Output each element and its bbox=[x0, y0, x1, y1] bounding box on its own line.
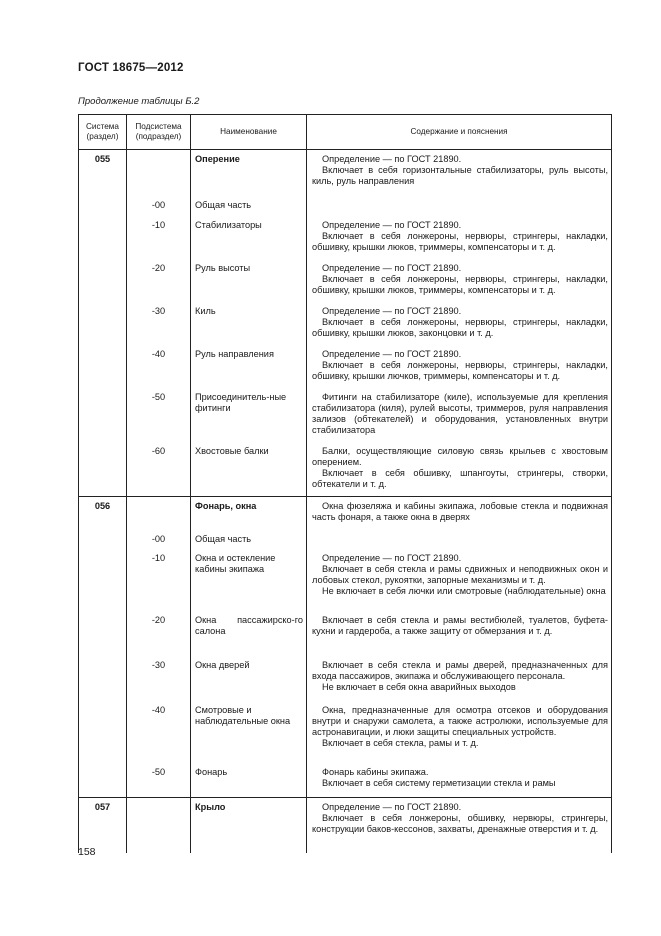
col-header-description: Содержание и пояснения bbox=[307, 115, 612, 150]
description-paragraph: Включает в себя лонжероны, нервюры, стрингеры, накладки, обшивку, крышки люков, триммеры, компенсаторы и т. д. bbox=[312, 230, 608, 252]
description-paragraph: Включает в себя стекла и рамы сдвижных и неподвижных окон и лобовых стекол, рукоятки, запорные механизмы и т. д. bbox=[312, 563, 608, 585]
item-description bbox=[307, 497, 612, 531]
description-paragraph: Балки, осуществляющие силовую связь крыльев с хвостовым оперением. bbox=[312, 445, 608, 467]
col-header-system: Система (раздел) bbox=[79, 115, 127, 150]
item-name: Стабилизаторы bbox=[191, 217, 307, 260]
system-code bbox=[79, 550, 127, 612]
table-row bbox=[79, 443, 612, 497]
system-code bbox=[79, 702, 127, 764]
table-row bbox=[79, 497, 612, 531]
description-paragraph: Фитинги на стабилизаторе (киле), используемые для крепления стабилизатора (киля), рулей высоты, триммеров, руля направления зализов (обтекателей) и оборудования, установленных внутри стабилизатора bbox=[312, 391, 608, 435]
description-paragraph: Включает в себя систему герметизации стекла и рамы bbox=[322, 777, 556, 788]
table-row bbox=[79, 798, 612, 853]
description-paragraph: Окна, предназначенные для осмотра отсеков и оборудования внутри и снаружи самолета, а также астролюки, используемые для астронавигации, и люки защиты специальных устройств. bbox=[312, 704, 608, 737]
table-row bbox=[79, 702, 612, 764]
item-name: Фонарь bbox=[191, 764, 307, 798]
table-continuation-caption: Продолжение таблицы Б.2 bbox=[78, 96, 200, 107]
subsystem-code: -60 bbox=[127, 443, 191, 497]
item-description bbox=[307, 531, 612, 550]
item-description bbox=[307, 260, 612, 303]
item-name: Смотровые и наблюдательные окна bbox=[191, 702, 307, 764]
system-code bbox=[79, 260, 127, 303]
subsystem-code: -40 bbox=[127, 702, 191, 764]
description-paragraph: Не включает в себя окна аварийных выходов bbox=[322, 681, 516, 692]
description-paragraph: Включает в себя стекла и рамы дверей, предназначенных для входа пассажиров, экипажа и обслуживающего персонала. bbox=[312, 659, 608, 681]
table-row bbox=[79, 197, 612, 217]
item-name: Окна и остекление кабины экипажа bbox=[191, 550, 307, 612]
subsystem-code: -10 bbox=[127, 217, 191, 260]
system-code bbox=[79, 612, 127, 657]
item-name: Руль направления bbox=[191, 346, 307, 389]
table-row bbox=[79, 303, 612, 346]
description-paragraph: Определение — по ГОСТ 21890. bbox=[322, 305, 462, 316]
item-name: Оперение bbox=[191, 150, 307, 197]
item-name: Крыло bbox=[191, 798, 307, 853]
description-paragraph: Определение — по ГОСТ 21890. bbox=[322, 219, 462, 230]
description-paragraph: Окна фюзеляжа и кабины экипажа, лобовые стекла и подвижная часть фонаря, а также окна в дверях bbox=[312, 501, 608, 522]
item-name: Окна дверей bbox=[191, 657, 307, 702]
table-row bbox=[79, 657, 612, 702]
description-paragraph: Включает в себя лонжероны, обшивку, нервюры, стрингеры, конструкции баков-кессонов, захваты, дренажные отверстия и т. д. bbox=[312, 813, 608, 834]
table-row bbox=[79, 389, 612, 443]
subsystem-code: -50 bbox=[127, 764, 191, 798]
system-code bbox=[79, 197, 127, 217]
description-paragraph: Не включает в себя лючки или смотровые (наблюдательные) окна bbox=[322, 585, 606, 596]
item-name: Общая часть bbox=[191, 531, 307, 550]
table-row bbox=[79, 612, 612, 657]
table-row bbox=[79, 217, 612, 260]
item-name: Общая часть bbox=[191, 197, 307, 217]
item-description bbox=[307, 389, 612, 443]
system-code bbox=[79, 764, 127, 798]
item-name: Фонарь, окна bbox=[191, 497, 307, 531]
item-description bbox=[307, 150, 612, 197]
description-paragraph: Включает в себя лонжероны, нервюры, стрингеры, накладки, обшивку, крышки люков, триммеры, компенсаторы и т. д. bbox=[312, 273, 608, 295]
item-name: Присоединитель-ные фитинги bbox=[191, 389, 307, 443]
item-description bbox=[307, 443, 612, 497]
subsystem-code: -00 bbox=[127, 531, 191, 550]
description-paragraph: Определение — по ГОСТ 21890. bbox=[322, 348, 462, 359]
description-paragraph: Определение — по ГОСТ 21890. bbox=[322, 154, 462, 164]
subsystem-code: -40 bbox=[127, 346, 191, 389]
system-code bbox=[79, 531, 127, 550]
description-paragraph: Включает в себя обшивку, шпангоуты, стрингеры, створки, обтекатели и т. д. bbox=[312, 467, 608, 489]
item-description bbox=[307, 657, 612, 702]
table-row bbox=[79, 531, 612, 550]
table-row bbox=[79, 346, 612, 389]
item-description bbox=[307, 702, 612, 764]
description-paragraph: Определение — по ГОСТ 21890. bbox=[322, 552, 462, 563]
subsystem-code bbox=[127, 798, 191, 853]
standard-number: ГОСТ 18675—2012 bbox=[78, 62, 184, 74]
item-description bbox=[307, 197, 612, 217]
subsystem-code: -30 bbox=[127, 657, 191, 702]
description-paragraph: Определение — по ГОСТ 21890. bbox=[322, 802, 462, 812]
system-code bbox=[79, 217, 127, 260]
system-code: 055 bbox=[79, 150, 127, 197]
subsystem-code: -50 bbox=[127, 389, 191, 443]
description-paragraph: Включает в себя лонжероны, нервюры, стрингеры, накладки, обшивку, крышки лючков, триммеры, компенсаторы и т. д. bbox=[312, 359, 608, 381]
item-name: Киль bbox=[191, 303, 307, 346]
subsystem-code bbox=[127, 497, 191, 531]
description-paragraph: Включает в себя стекла и рамы вестибюлей, туалетов, буфета-кухни и гардероба, а также защиту от обмерзания и т. д. bbox=[312, 614, 608, 636]
item-description bbox=[307, 346, 612, 389]
description-paragraph: Определение — по ГОСТ 21890. bbox=[322, 262, 462, 273]
subsystem-code: -10 bbox=[127, 550, 191, 612]
subsystem-code bbox=[127, 150, 191, 197]
system-code bbox=[79, 443, 127, 497]
subsystem-code: -20 bbox=[127, 260, 191, 303]
description-paragraph: Включает в себя лонжероны, нервюры, стрингеры, накладки, обшивку, крышки люков, законцовки и т. д. bbox=[312, 316, 608, 338]
system-code bbox=[79, 657, 127, 702]
item-description bbox=[307, 217, 612, 260]
description-paragraph: Фонарь кабины экипажа. bbox=[322, 766, 429, 777]
col-header-subsystem: Подсистема (подраздел) bbox=[127, 115, 191, 150]
system-code bbox=[79, 303, 127, 346]
table-row bbox=[79, 550, 612, 612]
system-code bbox=[79, 346, 127, 389]
table-row bbox=[79, 150, 612, 197]
item-name: Руль высоты bbox=[191, 260, 307, 303]
table-row bbox=[79, 260, 612, 303]
table-row bbox=[79, 764, 612, 798]
item-description bbox=[307, 303, 612, 346]
item-description bbox=[307, 798, 612, 853]
system-code: 056 bbox=[79, 497, 127, 531]
system-code: 057 bbox=[79, 798, 127, 853]
item-description bbox=[307, 764, 612, 798]
col-header-name: Наименование bbox=[191, 115, 307, 150]
system-code bbox=[79, 389, 127, 443]
item-name: Окна пассажирско-го салона bbox=[191, 612, 307, 657]
item-name: Хвостовые балки bbox=[191, 443, 307, 497]
subsystem-code: -00 bbox=[127, 197, 191, 217]
description-paragraph: Включает в себя стекла, рамы и т. д. bbox=[322, 737, 479, 748]
classification-table bbox=[78, 114, 612, 853]
subsystem-code: -20 bbox=[127, 612, 191, 657]
page-number: 158 bbox=[78, 846, 96, 858]
subsystem-code: -30 bbox=[127, 303, 191, 346]
table-header-row bbox=[79, 115, 612, 150]
item-description bbox=[307, 550, 612, 612]
item-description bbox=[307, 612, 612, 657]
description-paragraph: Включает в себя горизонтальные стабилизаторы, руль высоты, киль, руль направления bbox=[312, 165, 608, 186]
